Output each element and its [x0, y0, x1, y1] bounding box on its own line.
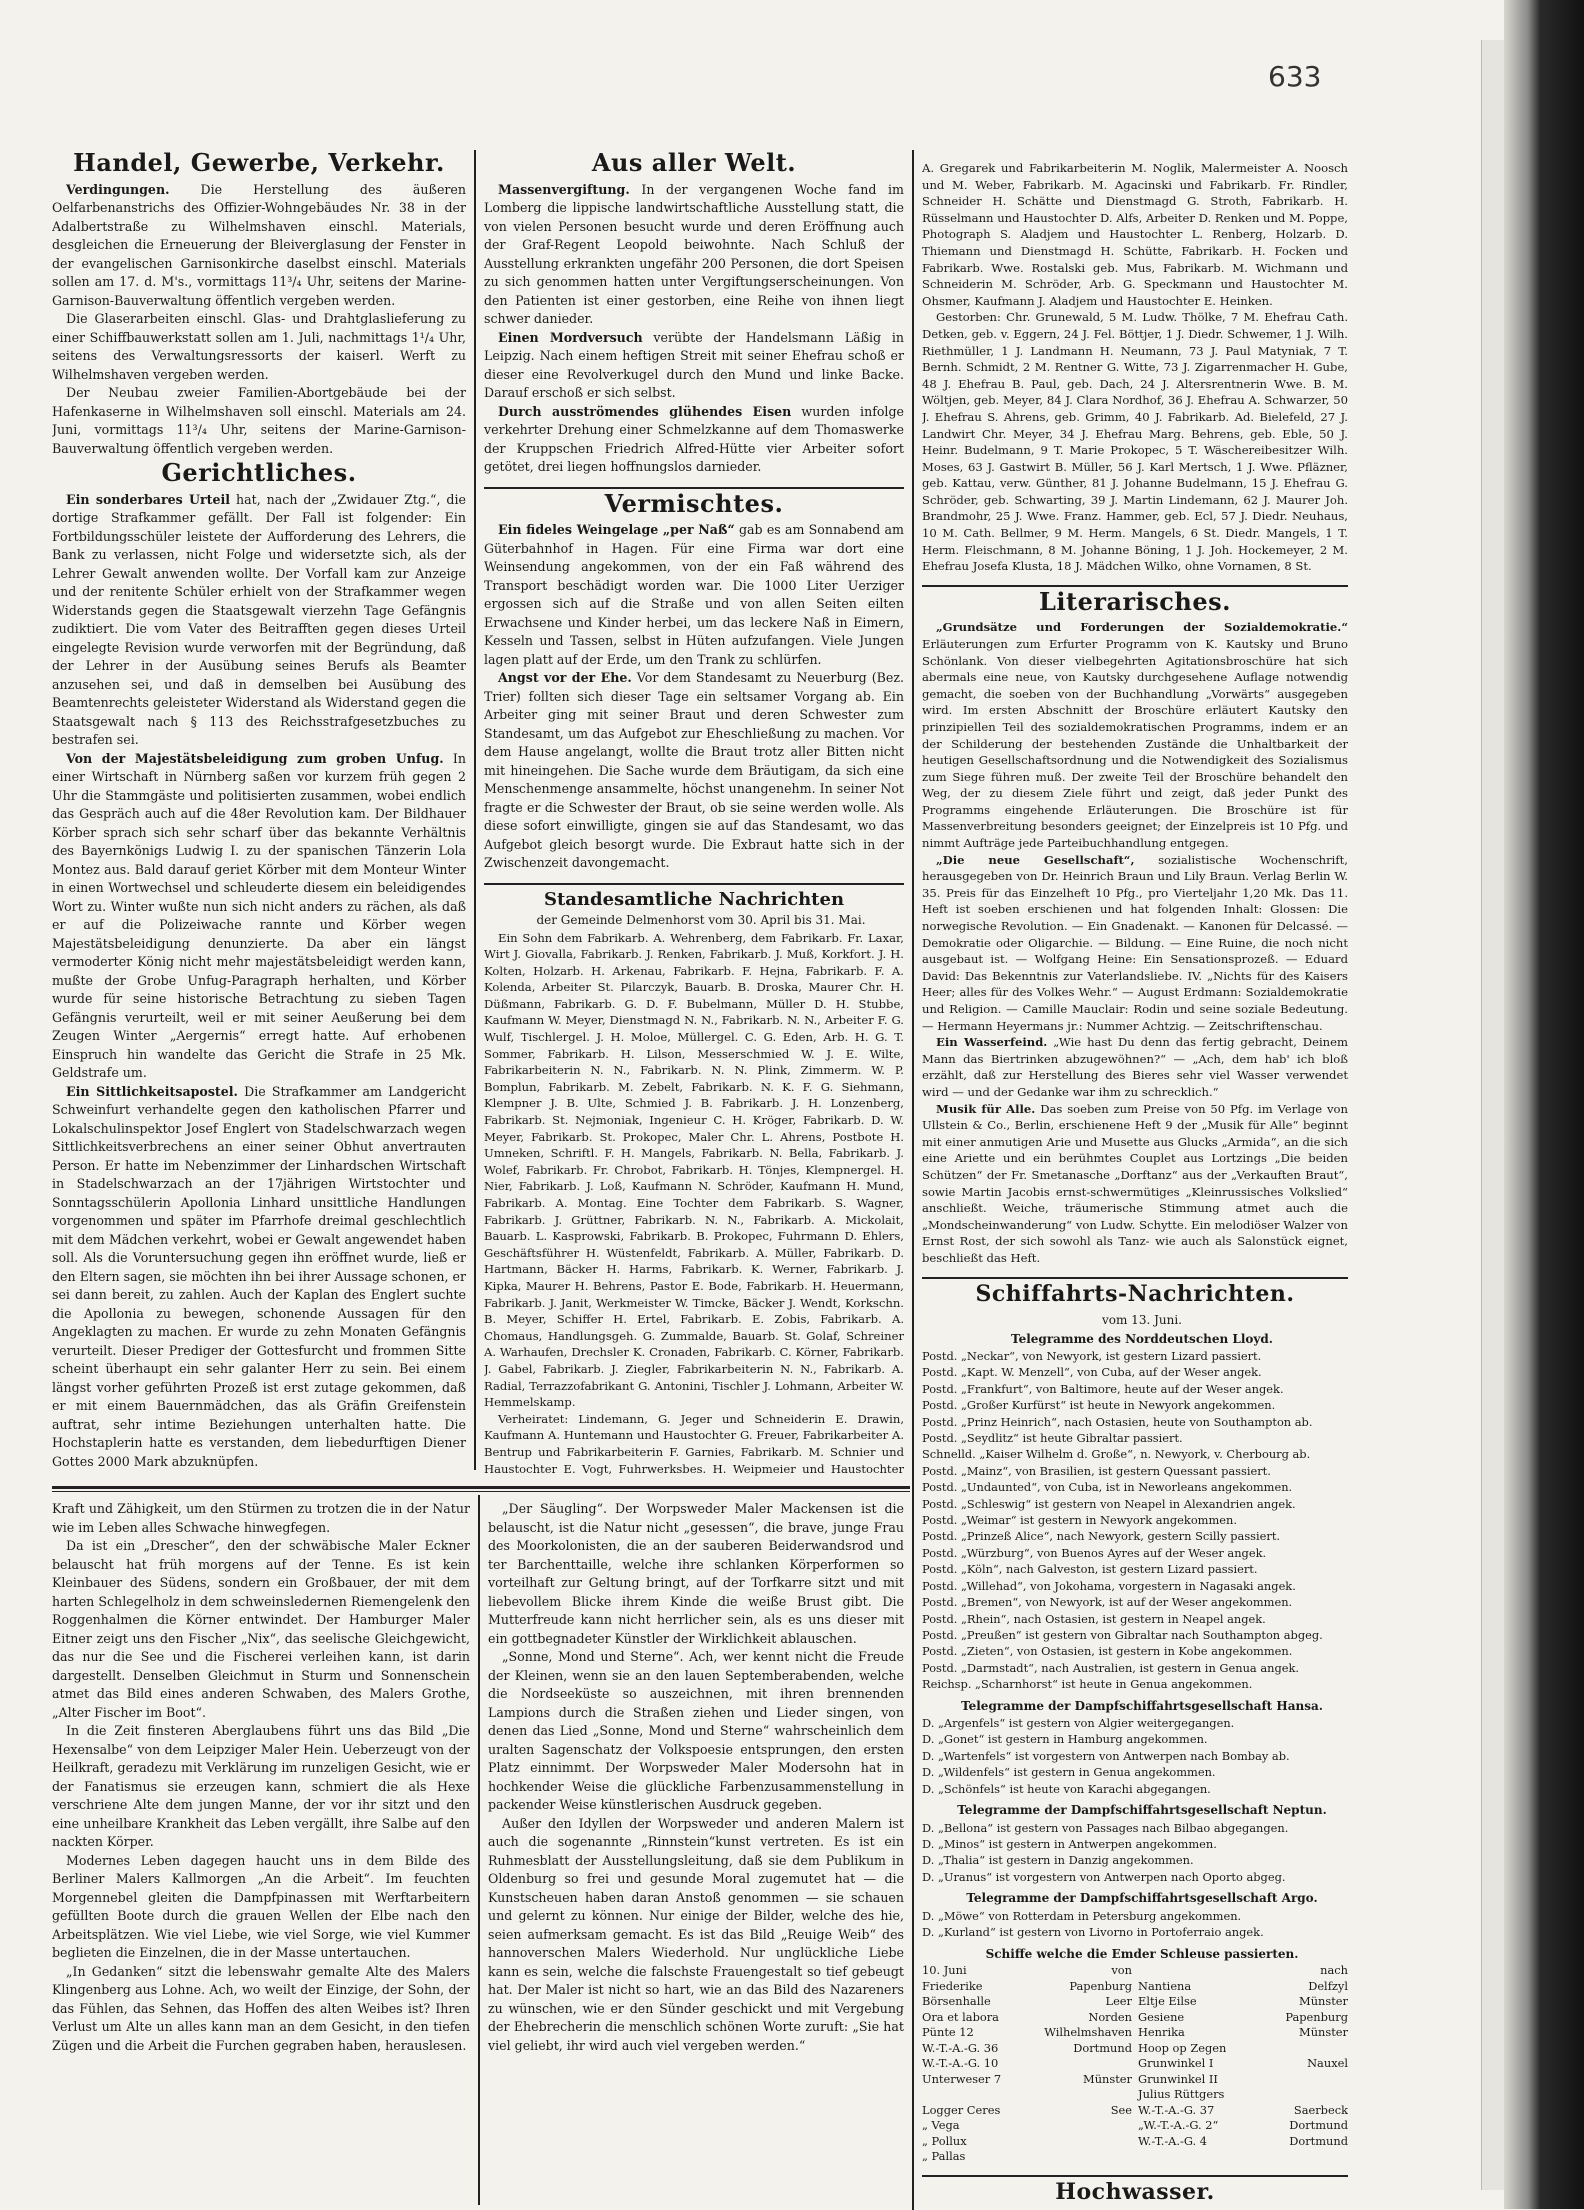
table-cell: Dortmund: [1073, 2040, 1132, 2055]
lloyd-list: [922, 1348, 1348, 1693]
table-cell: Grunwinkel II: [1138, 2071, 1218, 2086]
text: Das soeben zum Preise von 50 Pfg. im Verlage von Ullstein & Co., Berlin, erschienene Heft 9 der „Musik für Alle“ beginnt mit einer anmutigen Arie und Musette aus Glucks „Armida“, an die sich eine Ariette und ein berühmtes Couplet aus Lortzings „Die beiden Schützen“ der Fr. Smetanasche „Dorftanz“ aus der „Verkauften Braut“, sowie Martin Jacobis ernst-schwermütiges „Kleinrussisches Volkslied“ anschließt. Weiche, träumerische Stimmung atmet auch die „Mondscheinwanderung“ von Ludw. Schytte. Ein melodiöser Walzer von Ernst Rost, der sich sowohl als Tanz- wie auch als Salonstück eignet, beschließt das Heft.: [922, 1101, 1348, 1265]
list-item: Postd. „Darmstadt“, nach Australien, ist gestern in Genua angek.: [922, 1660, 1300, 1675]
list-item: Reichsp. „Scharnhorst“ ist heute in Genua angekommen.: [922, 1677, 1253, 1692]
list-item: Postd. „Preußen“ ist gestern von Gibraltar nach Southampton abgeg.: [922, 1627, 1323, 1642]
table-cell: W.-T.-A.-G. 4: [1138, 2133, 1208, 2148]
section-heading-vermischtes: Vermischtes.: [604, 488, 784, 518]
table-cell: Eltje Eilse: [1138, 1994, 1197, 2008]
article-angst-vor-der-ehe: [484, 669, 904, 873]
article-massenvergiftung: [484, 181, 904, 329]
table-cell: „ Vega: [922, 2118, 960, 2132]
table-cell: Dortmund: [1289, 2118, 1348, 2132]
article-mordversuch: [484, 329, 904, 403]
article-grundsaetze: [922, 619, 1348, 851]
table-cell: von: [1111, 1963, 1132, 1977]
article-eisen: [484, 403, 904, 477]
schiffahrt-neptun-heading: Telegramme der Dampfschiffahrtsgesellschaft Neptun.: [957, 1803, 1327, 1818]
argo-list: [922, 1908, 1348, 1941]
table-cell: Dortmund: [1289, 2133, 1348, 2148]
list-item: D. „Minos“ ist gestern in Antwerpen angekommen.: [922, 1836, 1217, 1851]
feuilleton-rule: [52, 1486, 910, 1489]
feuilleton-column-1: [52, 1500, 470, 2200]
text: In einer Wirtschaft in Nürnberg saßen vor kurzem früh gegen 2 Uhr die Stammgäste und politisierten zusammen, wobei endlich das Gespräch auch auf die 48er Revolution kam. Der Bildhauer Körber sprach sich sehr scharf über das bekannte Verhältnis des Bayernkönigs Ludwig I. zu der spanischen Tänzerin Lola Montez aus. Bald darauf geriet Körber mit dem Monteur Winter in einen Wortwechsel und schleuderte diesem ein beleidigendes Wort zu. Winter wußte nun sich nicht anders zu rächen, als daß er auf die Polizeiwache rannte und Körber wegen Majestätsbeleidigung denunzierte. Da aber ein längst vermoderter König nicht mehr majestätsbeleidigt werden kann, mußte der Grobe Unfug-Paragraph herhalten, und Körber wurde für seine historische Betrachtung zu sieben Tagen Gefängnis verurteilt, weil er mit seiner Aeußerung bei dem Zeugen Winter „Aergernis“ erregt hatte. Auf erhobenen Einspruch hin wandelte das Gericht die Strafe in 25 Mk. Geldstrafe um.: [52, 750, 466, 1080]
text: verübte der Handelsmann Läßig in Leipzig. Nach einem heftigen Streit mit seiner Ehefrau schoß er dieser eine Revolverkugel durch den Mund und linke Backe. Darauf erschoß er sich selbst.: [484, 329, 904, 400]
article-urteil: [52, 491, 466, 750]
list-item: Postd. „Willehad“, von Jokohama, vorgestern in Nagasaki angek.: [922, 1578, 1296, 1593]
column-2: [484, 148, 904, 1480]
feuilleton-text: Außer den Idyllen der Worpsweder und anderen Malern ist auch die sogenannte „Rinnstein“kunst vertreten. Es ist ein Ruhmesblatt der Ausstellungsleitung, daß sie dem Publikum in Oldenburg so frei und gesunde Moral zugemutet hat — die Kunstscheuen haben daran Anstoß genommen — sie schauen und gelernt zu können. Nur einige der Bilder, welche des hie, seien aufmerksam gemacht. Es ist das Bild „Reuige Weib“ des hannoverschen Malers Wiederhold. Nur unglückliche Liebe kann es sein, welche die falschste Frauengestalt so tief gebeugt hat. Der Maler ist nicht so hart, wie an das Bild des Nazareners zu wünschen, wie er den Sünder geschickt und mit Vergebung der Ehebrecherin die menschlich schönen Worte zuruft: „Sie hat viel geliebt, ihr wird auch viel vergeben werden.“: [488, 1815, 904, 2053]
lead: Einen Mordversuch: [498, 329, 643, 345]
article-sittlichkeitsapostel: [52, 1083, 466, 1472]
feuilleton-text: „In Gedanken“ sitzt die lebenswahr gemalte Alte des Malers Klingenberg aus Lohne. Ach, wo weilt der Einzige, der Sohn, der das Fühlen, das Sehnen, das Hoffen des alten Weibes ist? Ihren Verlust um Alte un alles kann man an dem Gesicht, in den tiefen Zügen und die Arbeit die Furchen gegraben haben, herauslesen.: [52, 1963, 470, 2053]
text: „Wie hast Du denn das fertig gebracht, Deinem Mann das Biertrinken abzugewöhnen?“ — „Ach, dem hab' ich bloß erzählt, daß zur Herstellung des Bieres sehr viel Wasser verwendet wird — und der Gedanke war ihm zu schrecklich.“: [922, 1035, 1348, 1099]
list-item: D. „Wartenfels“ ist vorgestern von Antwerpen nach Bombay ab.: [922, 1748, 1290, 1763]
section-heading-literarisches: Literarisches.: [1038, 586, 1231, 616]
schiffahrt-hansa-heading: Telegramme der Dampfschiffahrtsgesellschaft Hansa.: [961, 1698, 1323, 1713]
list-item: D. „Gonet“ ist gestern in Hamburg angekommen.: [922, 1732, 1208, 1747]
section-heading-gerichtliches: Gerichtliches.: [161, 458, 357, 487]
table-cell: Grunwinkel I: [1138, 2056, 1214, 2070]
list-item: D. „Bellona“ ist gestern von Passages nach Bilbao abgegangen.: [922, 1820, 1289, 1835]
list-item: Postd. „Bremen“, von Newyork, ist auf der Weser angekommen.: [922, 1595, 1293, 1610]
article-neue-gesellschaft: [922, 852, 1348, 1035]
table-cell: Münster: [1299, 1994, 1348, 2008]
table-cell: Wilhelmshaven: [1044, 2025, 1132, 2039]
lead: Ein Wasserfeind.: [936, 1035, 1048, 1050]
lead: Musik für Alle.: [936, 1101, 1036, 1116]
lead: Ein Sittlichkeitsapostel.: [66, 1083, 238, 1099]
table-cell: [1030, 2087, 1132, 2103]
table-cell: Logger Ceres: [922, 2102, 1001, 2117]
column-rule-1: [474, 150, 476, 1470]
table-cell: W.-T.-A.-G. 10: [922, 2056, 999, 2070]
divider: [922, 2175, 1348, 2177]
table-cell: Münster: [1083, 2071, 1132, 2086]
feuilleton-text: Modernes Leben dagegen haucht uns in dem Bilde des Berliner Malers Kallmorgen „An die Arbeit“. Im feuchten Morgennebel gleiten die Dampfpinassen mit Werftarbeitern gefüllten Boote durch die grauen Wellen der Elbe nach den Arbeitsplätzen. Wie viel Liebe, wie viel Sorge, wie viel Kummer beglieten die Einzelnen, die in der Masse untertauchen.: [52, 1852, 470, 1960]
table-cell: 10. Juni: [922, 1963, 967, 1977]
table-cell: Saerbeck: [1293, 2102, 1348, 2117]
table-cell: Julius Rüttgers: [1138, 2087, 1225, 2101]
list-item: Postd. „Großer Kurfürst“ ist heute in Newyork angekommen.: [922, 1398, 1276, 1413]
text: Die Strafkammer am Landgericht Schweinfurt verhandelte gegen den katholischen Pfarrer und Lokalschulinspektor Josef Englert von Stadelschwarzach wegen Sittlichkeitsverbrechens an einer seiner Obhut anvertrauten Person. Er hatte im Nebenzimmer der Linhardschen Wirtschaft in Stadelschwarzach an der 17jährigen Wirtstochter und Sonntagsschülerin Apollonia Linhard unsittliche Handlungen vorgenommen und später im Pfarrhofe dreimal geschlechtlich mit dem Mädchen verkehrt, wobei er Gewalt angewendet haben soll. Als die Voruntersuchung gegen ihn eröffnet wurde, ließ er den Eltern sagen, sie möchten ihn bei ihrer Aussage schonen, er sei dann bereit, zu zahlen. Auch der Kaplan des Englert suchte die Apollonia zu bewegen, schonende Aussagen für den Angeklagten zu machen. Er wurde zu zehn Monaten Gefängnis verurteilt. Dieser Prediger der Gottesfurcht und frommen Sitte scheint überhaupt ein sehr galanter Herr zu sein. Bei einem längst vorher geführten Prozeß ist erst zutage gekommen, daß er mit einem Bauernmädchen, das als Gräfin Greifenstein auftrat, sehr intime Beziehungen unterhalten hatte. Die Hochstaplerin hatte es verstanden, dem liebedurftigen Diener Gottes 2000 Mark abzuknüpfen.: [52, 1083, 466, 1469]
list-item: D. „Kurland“ ist gestern von Livorno in Portoferraio angek.: [922, 1925, 1264, 1940]
column-rule-2: [912, 150, 914, 2210]
list-item: Schnelld. „Kaiser Wilhelm d. Große“, n. Newyork, v. Cherbourg ab.: [922, 1447, 1311, 1462]
list-item: Postd. „Mainz“, von Brasilien, ist gestern Quessant passiert.: [922, 1463, 1271, 1478]
text: In der vergangenen Woche fand im Lomberg die lippische landwirtschaftliche Ausstellung statt, die von vielen Personen besucht wurde und deren Eröffnung auch der Graf-Regent Leopold beiwohnte. Nach Schluß der Ausstellung erkrankten ungefähr 200 Personen, die dort Speisen zu sich genommen hatten unter Vergiftungserscheinungen. Von den Patienten ist einer gestorben, eine Reihe von ihnen liegt schwer danieder.: [484, 181, 904, 326]
table-cell: [1246, 2087, 1348, 2103]
table-cell: Ora et labora: [922, 2009, 999, 2024]
standesamt-marriages-cont: A. Gregarek und Fabrikarbeiterin M. Noglik, Malermeister A. Noosch und M. Weber, Fabrikarb. M. Agacinski und Fabrikarb. Fr. Rindler, Schneider H. Schätte und Dienstmagd G. Stroth, Fabrikarb. H. Rüsselmann und Haustochter D. Alfs, Arbeiter D. Renken und M. Poppe, Photograph S. Aladjem und Haustochter L. Renberg, Holzarb. D. Thiemann und Dienstmagd H. Schütte, Fabrikarb. H. Focken und Fabrikarb. Wwe. Rostalski geb. Mus, Fabrikarb. M. Wichmann und Schneiderin M. Schröder, Arb. G. Speckmann und Haustochter M. Ohsmer, Kaufmann J. Aladjem und Haustochter E. Heinken.: [922, 161, 1348, 308]
table-cell: [922, 2087, 1024, 2103]
table-cell: Delfzyl: [1308, 1978, 1348, 1993]
table-cell: Leer: [1105, 1994, 1132, 2008]
table-cell: „W.-T.-A.-G. 2“: [1138, 2118, 1219, 2132]
section-heading-hochwasser: Hochwasser.: [1055, 2178, 1215, 2200]
table-cell: Hoop op Zegen: [1138, 2040, 1227, 2055]
article-weingelage: [484, 521, 904, 669]
article-glaserarbeiten: Die Glaserarbeiten einschl. Glas- und Drahtglaslieferung zu einer Schiffbauwerkstatt sollen am 1. Juli, nachmittags 1¹/₄ Uhr, seitens des Verwaltungsressorts der kaiserl. Werft zu Wilhelmshaven vergeben werden.: [52, 311, 466, 382]
text: sozialistische Wochenschrift, herausgegeben von Dr. Heinrich Braun und Lily Braun. Verlag Berlin W. 35. Preis für das Einzelheft 10 Pfg., pro Vierteljahr 1,20 Mk. Das 11. Heft ist soeben erschienen und hat folgenden Inhalt: Glossen: Die norwegische Revolution. — Ein Gnadenakt. — Kanonen für Delcassé. — Demokratie oder Oligarchie. — Bildung. — Eine Ruine, die noch nicht ausgebaut ist. — Wolfgang Heine: Ein Sensationsprozeß. — Eduard David: Das Bekenntnis zur Vaterlandsliebe. IV. „Nichts für des Kaisers Heer; alles für des Volkes Wehr.“ — August Erdmann: Sozialdemokratie und Religion. — Camille Mauclair: Rodin und seine soziale Bedeutung. — Hermann Heyermans jr.: Nummer Achtzig. — Zeitschriftenschau.: [922, 852, 1348, 1033]
feuilleton-text: In die Zeit finsteren Aberglaubens führt uns das Bild „Die Hexensalbe“ von dem Leipziger Maler Hein. Ueberzeugt von der Heilkraft, geradezu mit Verklärung im runzeligen Gesicht, wie er der Fanatismus sie erzeugen kann, schmiert die als Hexe verschriene Alte dem jungen Manne, der vor ihr sitzt und den eine unheilbare Krankheit das Leben vergällt, ihre Salbe auf den nackten Körper.: [52, 1723, 470, 1849]
book-binding-edge: [1504, 0, 1584, 2209]
neptun-list: [922, 1820, 1348, 1886]
table-cell: nach: [1320, 1963, 1348, 1977]
table-cell: „ Pollux: [922, 2133, 967, 2148]
divider: [484, 883, 904, 885]
feuilleton-column-rule: [478, 1495, 480, 2205]
text: Die Herstellung des äußeren Oelfarbenanstrichs des Offizier-Wohngebäudes Nr. 38 in der Adalbertstraße zu Wilhelmshaven einschl. Materials, desgleichen die Erneuerung der Bleiverglasung der Fenster in der evangelischen Garnisonkirche daselbst einschl. Materials sollen am 17. d. M's., vormittags 11³/₄ Uhr, seitens der Marine-Garnison-Bauverwaltung öffentlich vergeben werden.: [52, 181, 466, 308]
schiffahrt-argo-heading: Telegramme der Dampfschiffahrtsgesellschaft Argo.: [966, 1891, 1318, 1906]
list-item: Postd. „Kapt. W. Menzell“, von Cuba, auf der Weser angek.: [922, 1365, 1262, 1380]
table-cell: [1246, 2041, 1348, 2057]
article-wasserfeind: [922, 1034, 1348, 1100]
list-item: D. „Argenfels“ ist gestern von Algier weitergegangen.: [922, 1716, 1235, 1731]
list-item: Postd. „Frankfurt“, von Baltimore, heute auf der Weser angek.: [922, 1381, 1284, 1396]
text: Erläuterungen zum Erfurter Programm von K. Kautsky und Bruno Schönlank. Von dieser vielbegehrten Agitationsbroschüre hat sich abermals eine neue, von Kautsky durchgesehene Auflage notwendig gemacht, die soeben von der Buchhandlung „Vorwärts“ ausgegeben wird. Im ersten Abschnitt der Broschüre erläutert Kautsky den prinzipiellen Teil des sozialdemokratischen Programms, indem er an der Schilderung der bestehenden Zustände die Unhaltbarkeit der heutigen Gesellschaftsordnung und die Notwendigkeit des Sozialismus zum Siege führen muß. Der zweite Teil der Broschüre behandelt den Weg, der zu diesem Ziele führt und zeigt, daß jeder Punkt des Programms eingehende Erläuterungen. Die Broschüre ist für Massenverbreitung besonders geeignet; der Einzelpreis ist 10 Pfg. und nimmt Aufträge jede Parteibuchhandlung entgegen.: [922, 636, 1348, 851]
table-cell: [1030, 2118, 1132, 2134]
standesamt-births: Ein Sohn dem Fabrikarb. A. Wehrenberg, dem Fabrikarb. Fr. Laxar, Wirt J. Giovalla, Fabrikarb. J. Renken, Fabrikarb. J. Muß, Korkfort. J. H. Kolten, Holzarb. H. Arkenau, Fabrikarb. F. Hejna, Fabrikarb. F. A. Kolenda, Arbeiter St. Pilarczyk, Bauarb. B. Droska, Maurer Chr. H. Düßmann, Fabrikarb. G. D. F. Bubelmann, Müller D. H. Stubbe, Kaufmann W. Meyer, Dienstmagd N. N., Fabrikarb. N. N., Arbeiter F. G. Wulf, Tischlergel. J. H. Moloe, Müllergel. C. G. Eden, Arb. H. G. T. Sommer, Fabrikarb. H. Lilson, Messerschmied W. J. E. Wilte, Fabrikarbeiterin N. N., Fabrikarb. N. N. Plink, Zimmerm. W. P. Bomplun, Fabrikarb. M. Zebelt, Fabrikarb. N. K. F. G. Siehmann, Klempner J. B. Ulte, Schmied J. B. Fabrikarb. J. H. Lonzenberg, Fabrikarb. St. Nejmoniak, Ingenieur C. H. Kröger, Fabrikarb. D. W. Meyer, Fabrikarb. St. Prokopec, Maler Chr. L. Ahrens, Postbote H. Umneken, Schriftl. F. H. Mangels, Fabrikarb. N. Bella, Fabrikarb. J. Wolef, Fabrikarb. Fr. Chrobot, Fabrikarb. H. Tönjes, Klempnergel. H. Nier, Fabrikarb. J. Loß, Kaufmann N. Schröder, Kaufmann H. Mund, Fabrikarb. A. Montag. Eine Tochter dem Fabrikarb. S. Wagner, Fabrikarb. J. Grüttner, Fabrikarb. N. N., Fabrikarb. A. Mickolait, Bauarb. L. Kasprowski, Fabrikarb. B. Prokopec, Fuhrmann D. Ehlers, Geschäftsführer H. Wüstenfeldt, Fabrikarb. A. Müller, Fabrikarb. D. Hartmann, Bäcker H. Harms, Fabrikarb. K. Werner, Fabrikarb. J. Kipka, Maurer H. Behrens, Pastor E. Bode, Fabrikarb. H. Heuermann, Fabrikarb. J. Janit, Werkmeister W. Timcke, Bäcker J. Wendt, Korkschn. B. Meyer, Schiffer H. Ertel, Fabrikarb. E. Zobis, Fabrikarb. A. Chomaus, Handlungsgeh. G. Zummalde, Bauarb. St. Golaf, Schreiner A. Warhaufen, Drechsler K. Cronaden, Fabrikarb. C. Körner, Fabrikarb. J. Gabel, Fabrikarb. J. Ziegler, Fabrikarbeiterin N. N., Fabrikarb. A. Radial, Terrazzofabrikant G. Antonini, Tischler J. Lohmann, Arbeiter W. Hemmelskamp.: [484, 930, 904, 1410]
table-cell: Münster: [1299, 2025, 1348, 2039]
list-item: Postd. „Rhein“, nach Ostasien, ist gestern in Neapel angek.: [922, 1611, 1266, 1626]
list-item: Postd. „Schleswig“ ist gestern von Neapel in Alexandrien angek.: [922, 1496, 1296, 1511]
emden-table: [922, 1963, 1348, 2165]
section-heading-standesamt: Standesamtliche Nachrichten: [543, 888, 845, 910]
table-cell: Pünte 12: [922, 2025, 974, 2039]
table-cell: „ Pallas: [922, 2149, 966, 2163]
list-item: D. „Möwe“ von Rotterdam in Petersburg angekommen.: [922, 1908, 1242, 1923]
table-cell: Papenburg: [1069, 1978, 1132, 1993]
table-cell: Papenburg: [1285, 2009, 1348, 2024]
table-cell: Nauxel: [1307, 2056, 1348, 2070]
table-cell: Unterweser 7: [922, 2071, 1002, 2086]
list-item: D. „Uranus“ ist vorgestern von Antwerpen nach Oporto abgeg.: [922, 1869, 1286, 1884]
lead: Massenvergiftung.: [498, 181, 630, 197]
table-cell: [1138, 2149, 1240, 2165]
table-cell: W.-T.-A.-G. 36: [922, 2040, 999, 2055]
feuilleton-rule-thin: [52, 1491, 910, 1492]
lead: Angst vor der Ehe.: [498, 670, 632, 685]
lead: Durch ausströmendes glühendes Eisen: [498, 403, 792, 419]
lead: Ein fideles Weingelage „per Naß“: [498, 522, 735, 537]
table-cell: Norden: [1088, 2009, 1132, 2024]
section-heading-schiffahrt: Schiffahrts-Nachrichten.: [975, 1280, 1295, 1307]
list-item: D. „Thalia“ ist gestern in Danzig angekommen.: [922, 1853, 1194, 1868]
table-cell: [1030, 2149, 1132, 2165]
list-item: D. „Wildenfels“ ist gestern in Genua angekommen.: [922, 1765, 1216, 1780]
table-cell: W.-T.-A.-G. 37: [1138, 2102, 1215, 2117]
standesamt-marriages: Verheiratet: Lindemann, G. Jeger und Schneiderin E. Drawin, Kaufmann A. Huntemann und Haustochter G. Freuer, Fabrikarbeiter A. Bentrup und Fabrikarbeiterin F. Garnies, Fabrikarb. M. Schnier und Haustochter E. Vogt, Fuhrwerksbes. H. Weipmeier und Haustochter: [484, 1411, 904, 1476]
lead: Von der Majestätsbeleidigung zum groben Unfug.: [66, 750, 444, 766]
standesamt-deaths: Gestorben: Chr. Grunewald, 5 M. Ludw. Thölke, 7 M. Ehefrau Cath. Detken, geb. v. Eggern, 24 J. Fel. Böttjer, 1 J. Diedr. Schwemer, 1 J. Wilh. Riethmüller, 1 J. Landmann H. Neumann, 73 J. Paul Matyniak, 7 T. Bernh. Schmidt, 2 M. Rentner G. Witte, 73 J. Zigarrenmacher H. Gube, 48 J. Ehefrau B. Paul, geb. Dach, 24 J. Altersrentnerin Wwe. B. M. Wöltjen, geb. Meyer, 84 J. Clara Nordhof, 36 J. Ehefrau A. Schwarzer, 50 J. Ehefrau S. Ahrens, geb. Grimm, 40 J. Fabrikarb. Ad. Bielefeld, 27 J. Landwirt Chr. Meyer, 34 J. Ehefrau Marg. Behrens, geb. Eble, 50 J. Heinr. Budelmann, 9 T. Marie Prokopec, 5 T. Wäschereibesitzer Wilh. Moses, 63 J. Gastwirt B. Müller, 56 J. Karl Mertsch, 1 J. Wwe. Pfläzner, geb. Kattau, verw. Günther, 81 J. Johanne Budelmann, 15 J. Ehefrau G. Schröder, geb. Schwarting, 39 J. Martin Lindemann, 62 J. Maurer Joh. Brandmohr, 25 J. Wwe. Franz. Hammer, geb. Ecl, 57 J. Diedr. Neuhaus, 10 M. Cath. Bellmer, 9 M. Herm. Mangels, 6 St. Diedr. Mangels, 1 T. Herm. Fleischmann, 8 M. Johanne Böning, 1 J. Joh. Hockemeyer, 2 M. Ehefrau Josefa Klusta, 18 J. Mädchen Wilko, ohne Vornamen, 8 St.: [922, 310, 1348, 574]
table-cell: [1246, 2149, 1348, 2165]
feuilleton-text: Kraft und Zähigkeit, um den Stürmen zu trotzen die in der Natur wie im Leben alles Schwache hinwegfegen.: [52, 1501, 470, 1535]
column-1: [52, 148, 466, 1478]
text: hat, nach der „Zwidauer Ztg.“, die dortige Strafkammer gefällt. Der Fall ist folgender: Ein Fortbildungsschüler leistete der Aufforderung des Lehrers, die Bank zu verlassen, nicht Folge und widersetzte sich, als der Lehrer Gewalt anwenden wollte. Der Vorfall kam zur Anzeige und der renitente Schüler erhielt von der Strafkammer wegen Widerstands gegen die Staatsgewalt vierzehn Tage Gefängnis zudiktiert. Die vom Vater des Beitrafften gegen dieses Urteil eingelegte Revision wurde verworfen mit der Begründung, daß der Lehrer in der Ausübung seines Berufs als Beamter anzusehen sei, und daß in demselben bei Ausübung des Beamtenrechts geleisteter Widerstand als Widerstand gegen die Staatsgewalt nach § 113 des Reichsstrafgesetzbuches zu bestrafen sei.: [52, 491, 466, 747]
text: Vor dem Standesamt zu Neuerburg (Bez. Trier) follten sich dieser Tage ein seltsamer Vorgang ab. Ein Arbeiter ging mit seiner Braut und deren Schwester zum Standesamt, um das Aufgebot zur Eheschließung zu machen. Vor dem Hause angelangt, wollte die Braut trotz aller Bitten nicht mit hineingehen. Die Sache wurde dem Bräutigam, da sich eine Menschenmenge ansammelte, höchst unangenehm. In seiner Not fragte er die Schwester der Braut, ob sie seine werden wolle. Als diese sofort einwilligte, gingen sie auf das Standesamt, wo das Aufgebot gleich besorgt wurde. Die Exbraut hatte sich in der Zwischenzeit davongemacht.: [484, 670, 904, 870]
article-majestaet: [52, 750, 466, 1083]
list-item: Postd. „Undaunted“, von Cuba, ist in Neworleans angekommen.: [922, 1480, 1293, 1495]
text: gab es am Sonnabend am Güterbahnhof in Hagen. Für eine Firma war dort eine Weinsendung angekommen, von der ein Faß während des Transport beschädigt worden war. Die 1000 Liter Uerziger ergossen sich auf die Straße und von allen Seiten eilten Erwachsene und Kinder herbei, um das leckere Naß in Eimern, Kesseln und Tassen, selbst in Hüten aufzufangen. Viele Jungen lagen platt auf der Erde, um den Trank zu schlürfen.: [484, 522, 904, 667]
standesamt-subtitle: der Gemeinde Delmenhorst vom 30. April bis 31. Mai.: [536, 913, 866, 927]
lead: Ein sonderbares Urteil: [66, 491, 231, 507]
schiffahrt-date: vom 13. Juni.: [1101, 1313, 1182, 1327]
table-cell: [1030, 2134, 1132, 2150]
list-item: Postd. „Köln“, nach Galveston, ist gestern Lizard passiert.: [922, 1562, 1258, 1577]
list-item: Postd. „Weimar“ ist gestern in Newyork angekommen.: [922, 1513, 1237, 1528]
table-cell: [1030, 2056, 1132, 2072]
page-edge-light: [1481, 40, 1504, 2190]
table-cell: Friederike: [922, 1978, 983, 1993]
table-cell: Gesiene: [1138, 2009, 1185, 2024]
divider: [922, 1277, 1348, 1279]
table-cell: Nantiena: [1138, 1978, 1192, 1993]
list-item: Postd. „Seydlitz“ ist heute Gibraltar passiert.: [922, 1431, 1183, 1446]
table-cell: [1138, 1963, 1240, 1979]
lead: Verdingungen.: [66, 181, 170, 197]
list-item: Postd. „Zieten“, von Ostasien, ist gestern in Kobe angekommen.: [922, 1644, 1293, 1659]
feuilleton-text: Da ist ein „Drescher“, den der schwäbische Maler Eckner belauscht hat früh morgens auf der Tenne. Es ist kein Kleinbauer des Südens, sondern ein Großbauer, der mit dem harten Schlegelholz in dem schweinsledernen Riemengelenk den Roggenhalmen die Körner entwindet. Der Hamburger Maler Eitner zeigt uns den Fischer „Nix“, das seelische Gleichgewicht, das nur die See und die Fischerei verleihen kann, ist darin dargestellt. Denselben Gleichmut in Sturm und Sonnenschein atmet das Bild eines anderen Schwaben, des Malers Grothe, „Alter Fischer im Boot“.: [52, 1538, 470, 1720]
text: wurden infolge verkehrter Drehung einer Schmelzkanne auf dem Thomaswerke der Kruppschen Friedrich Alfred-Hütte vier Arbeiter sofort getötet, drei liegen hoffnungslos darnieder.: [484, 403, 904, 474]
column-3: [922, 160, 1348, 2200]
table-cell: See: [1110, 2102, 1132, 2117]
section-heading-handel: Handel, Gewerbe, Verkehr.: [73, 148, 445, 177]
list-item: D. „Schönfels“ ist heute von Karachi abgegangen.: [922, 1781, 1211, 1796]
page-number: 633: [1268, 60, 1322, 93]
article-verdingungen: [52, 181, 466, 311]
article-musik-fuer-alle: [922, 1101, 1348, 1267]
article-neubau: Der Neubau zweier Familien-Abortgebäude bei der Hafenkaserne in Wilhelmshaven soll einschl. Materials am 24. Juni, vormittags 11³/₄ Uhr, seitens der Marine-Garnison-Bauverwaltung öffentlich vergeben werden.: [52, 385, 466, 456]
table-cell: [1246, 2072, 1348, 2088]
section-heading-aus-aller-welt: Aus aller Welt.: [591, 148, 797, 177]
table-cell: Börsenhalle: [922, 1994, 991, 2008]
schiffahrt-lloyd-heading: Telegramme des Norddeutschen Lloyd.: [1011, 1331, 1273, 1346]
feuilleton-column-2: [488, 1500, 904, 2200]
table-cell: Henrika: [1138, 2025, 1185, 2039]
feuilleton-text: „Der Säugling“. Der Worpsweder Maler Mackensen ist die belauscht, ist die Natur nicht „gesessen“, die brave, junge Frau des Moorkolonisten, die an der sauberen Beiderwandsrod und ter Barchenttaille, welche ihre schlanken Körperformen so vorteilhaft zur Geltung bringt, auf der Torfkarre sitzt und mit liebevollem Blicke ihrem Kinde die weiße Brust gibt. Die Mutterfreude kann nicht herrlicher sein, als es uns dieser mit ein gottbegnadeter Künstler der Wirklichkeit ablauschen.: [488, 1501, 904, 1646]
list-item: Postd. „Prinz Heinrich“, nach Ostasien, heute von Southampton ab.: [922, 1414, 1313, 1429]
hansa-list: [922, 1715, 1348, 1797]
list-item: Postd. „Prinzeß Alice“, nach Newyork, gestern Scilly passiert.: [922, 1529, 1281, 1544]
list-item: Postd. „Neckar“, von Newyork, ist gestern Lizard passiert.: [922, 1349, 1262, 1363]
schiffahrt-emden-heading: Schiffe welche die Emder Schleuse passierten.: [985, 1946, 1299, 1961]
feuilleton-text: „Sonne, Mond und Sterne“. Ach, wer kennt nicht die Freude der Kleinen, wenn sie an den lauen Septemberabenden, welche die Nordseeküste so auszeichnen, mit ihren brennenden Lampions durch die Straßen ziehen und Lieder singen, von denen das Lied „Sonne, Mond und Sterne“ wahrscheinlich dem uralten Sagenschatz der Volkspoesie entsprungen, den ersten Platz einnimmt. Der Worpsweder Maler Modersohn hat in hochkender Weise die glückliche Farbenzusammenstellung in packender Weise künstlerischen Ausdruck gegeben.: [488, 1649, 904, 1812]
list-item: Postd. „Würzburg“, von Buenos Ayres auf der Weser angek.: [922, 1545, 1267, 1560]
lead: „Die neue Gesellschaft“,: [936, 852, 1135, 867]
lead: „Grundsätze und Forderungen der Sozialdemokratie.“: [936, 620, 1348, 635]
